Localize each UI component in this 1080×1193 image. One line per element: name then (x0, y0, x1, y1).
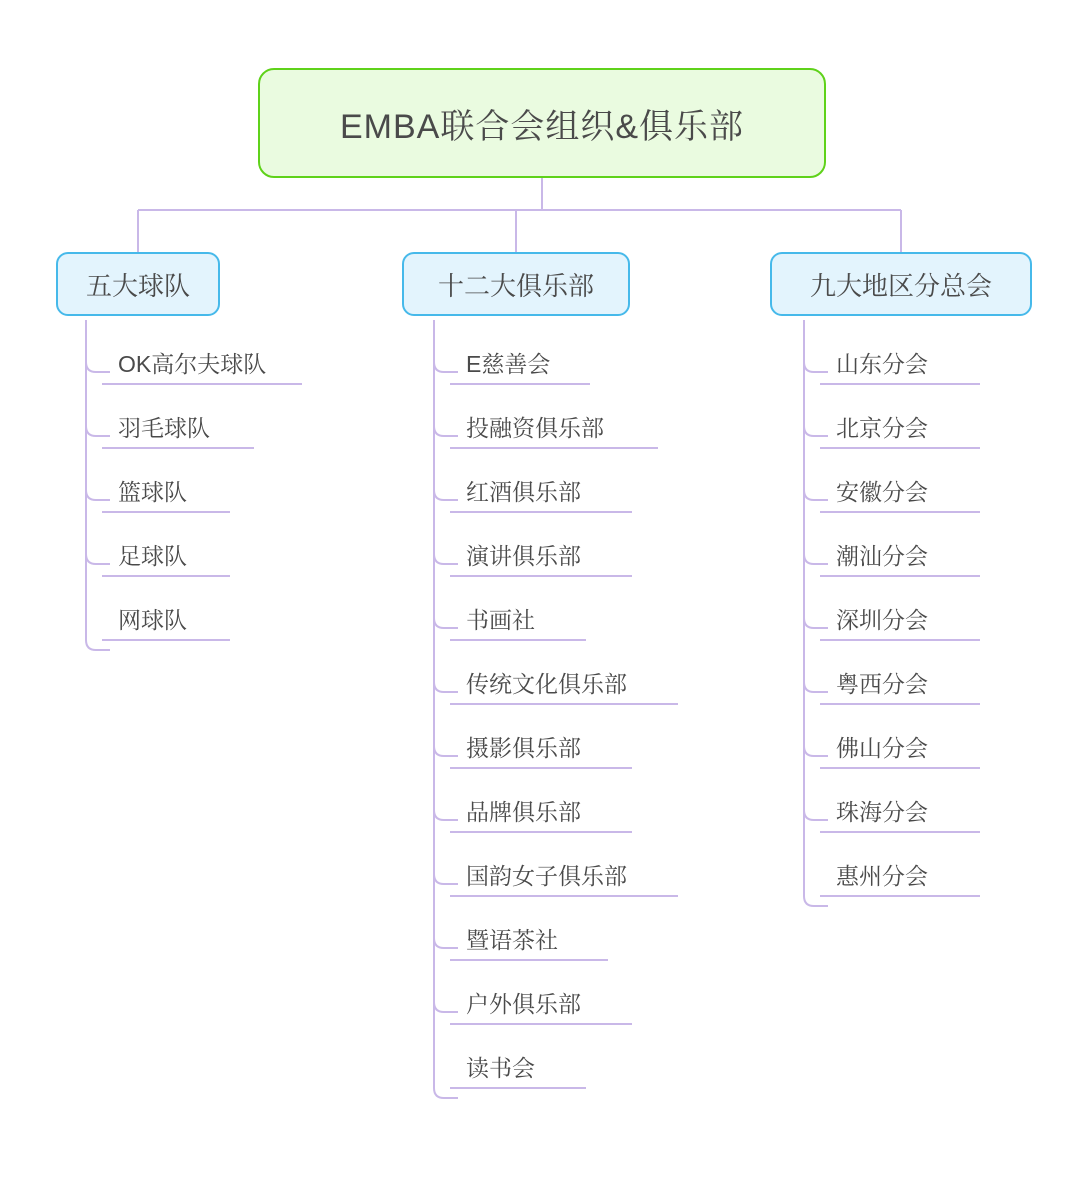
leaf-column-regional-chapters (802, 330, 928, 906)
leaf-underline (820, 511, 980, 513)
leaf-underline (820, 895, 980, 897)
leaf-item[interactable] (432, 330, 627, 394)
leaf-underline (450, 703, 678, 705)
leaf-item-label: 传统文化俱乐部 (466, 670, 627, 697)
branch-node-clubs[interactable] (402, 252, 630, 316)
leaf-item[interactable] (84, 330, 266, 394)
leaf-item-label: 粤西分会 (836, 670, 928, 697)
leaf-item-label: 网球队 (118, 606, 187, 633)
leaf-underline (102, 511, 230, 513)
leaf-item[interactable] (432, 650, 627, 714)
leaf-underline (450, 767, 632, 769)
leaf-item-label: 读书会 (466, 1054, 535, 1081)
leaf-item[interactable] (802, 650, 928, 714)
leaf-item[interactable] (802, 714, 928, 778)
leaf-underline (102, 383, 302, 385)
leaf-item[interactable] (432, 458, 627, 522)
leaf-underline (450, 383, 590, 385)
leaf-underline (102, 639, 230, 641)
leaf-item[interactable] (802, 842, 928, 906)
leaf-item[interactable] (432, 714, 627, 778)
leaf-underline (450, 959, 608, 961)
leaf-underline (102, 575, 230, 577)
leaf-underline (450, 447, 658, 449)
leaf-item[interactable] (802, 458, 928, 522)
leaf-item-label: 惠州分会 (836, 862, 928, 889)
leaf-item-label: 书画社 (466, 606, 535, 633)
leaf-item-label: 投融资俱乐部 (466, 414, 604, 441)
leaf-item-label: 珠海分会 (836, 798, 928, 825)
leaf-item[interactable] (432, 906, 627, 970)
leaf-item[interactable] (84, 586, 266, 650)
leaf-item[interactable] (432, 842, 627, 906)
leaf-underline (820, 447, 980, 449)
leaf-underline (102, 447, 254, 449)
leaf-underline (450, 1087, 586, 1089)
branch-node-label: 九大地区分总会 (809, 270, 992, 301)
leaf-item[interactable] (802, 778, 928, 842)
leaf-item[interactable] (432, 1034, 627, 1098)
branch-node-label: 十二大俱乐部 (437, 270, 594, 301)
leaf-item-label: 演讲俱乐部 (466, 542, 581, 569)
leaf-item-label: OK高尔夫球队 (118, 350, 267, 377)
leaf-item-label: 深圳分会 (836, 606, 928, 633)
leaf-item[interactable] (84, 458, 266, 522)
leaf-underline (450, 575, 632, 577)
leaf-item[interactable] (802, 522, 928, 586)
leaf-item-label: 红酒俱乐部 (466, 478, 581, 505)
leaf-underline (820, 703, 980, 705)
leaf-underline (820, 831, 980, 833)
leaf-item[interactable] (84, 394, 266, 458)
leaf-item[interactable] (84, 522, 266, 586)
leaf-underline (450, 511, 632, 513)
root-node[interactable] (258, 68, 826, 178)
leaf-item-label: 羽毛球队 (118, 414, 210, 441)
leaf-item-label: 足球队 (118, 542, 187, 569)
root-node-label: EMBA联合会组织&俱乐部 (339, 107, 745, 146)
leaf-item-label: 国韵女子俱乐部 (466, 862, 627, 889)
leaf-item[interactable] (432, 778, 627, 842)
branch-node-regional-chapters[interactable] (770, 252, 1032, 316)
leaf-item[interactable] (432, 394, 627, 458)
leaf-item-label: 户外俱乐部 (466, 990, 581, 1017)
leaf-item[interactable] (802, 394, 928, 458)
leaf-underline (820, 767, 980, 769)
leaf-underline (450, 639, 586, 641)
leaf-item-label: 摄影俱乐部 (466, 734, 581, 761)
leaf-item-label: 品牌俱乐部 (466, 798, 581, 825)
leaf-underline (450, 1023, 632, 1025)
leaf-underline (820, 575, 980, 577)
leaf-item-label: 安徽分会 (836, 478, 928, 505)
leaf-underline (450, 895, 678, 897)
leaf-item[interactable] (432, 586, 627, 650)
leaf-underline (450, 831, 632, 833)
branch-node-label: 五大球队 (85, 270, 190, 301)
branch-node-sports-teams[interactable] (56, 252, 220, 316)
leaf-item[interactable] (432, 522, 627, 586)
leaf-underline (820, 383, 980, 385)
leaf-item-label: 佛山分会 (836, 734, 928, 761)
leaf-column-sports-teams (84, 330, 266, 650)
leaf-item[interactable] (802, 330, 928, 394)
leaf-item-label: 山东分会 (836, 350, 928, 377)
leaf-item[interactable] (432, 970, 627, 1034)
leaf-item-label: 北京分会 (836, 414, 928, 441)
leaf-underline (820, 639, 980, 641)
leaf-item[interactable] (802, 586, 928, 650)
leaf-item-label: 暨语茶社 (466, 926, 558, 953)
leaf-item-label: E慈善会 (466, 350, 551, 377)
leaf-column-clubs (432, 330, 627, 1098)
leaf-item-label: 篮球队 (118, 478, 187, 505)
leaf-item-label: 潮汕分会 (836, 542, 928, 569)
